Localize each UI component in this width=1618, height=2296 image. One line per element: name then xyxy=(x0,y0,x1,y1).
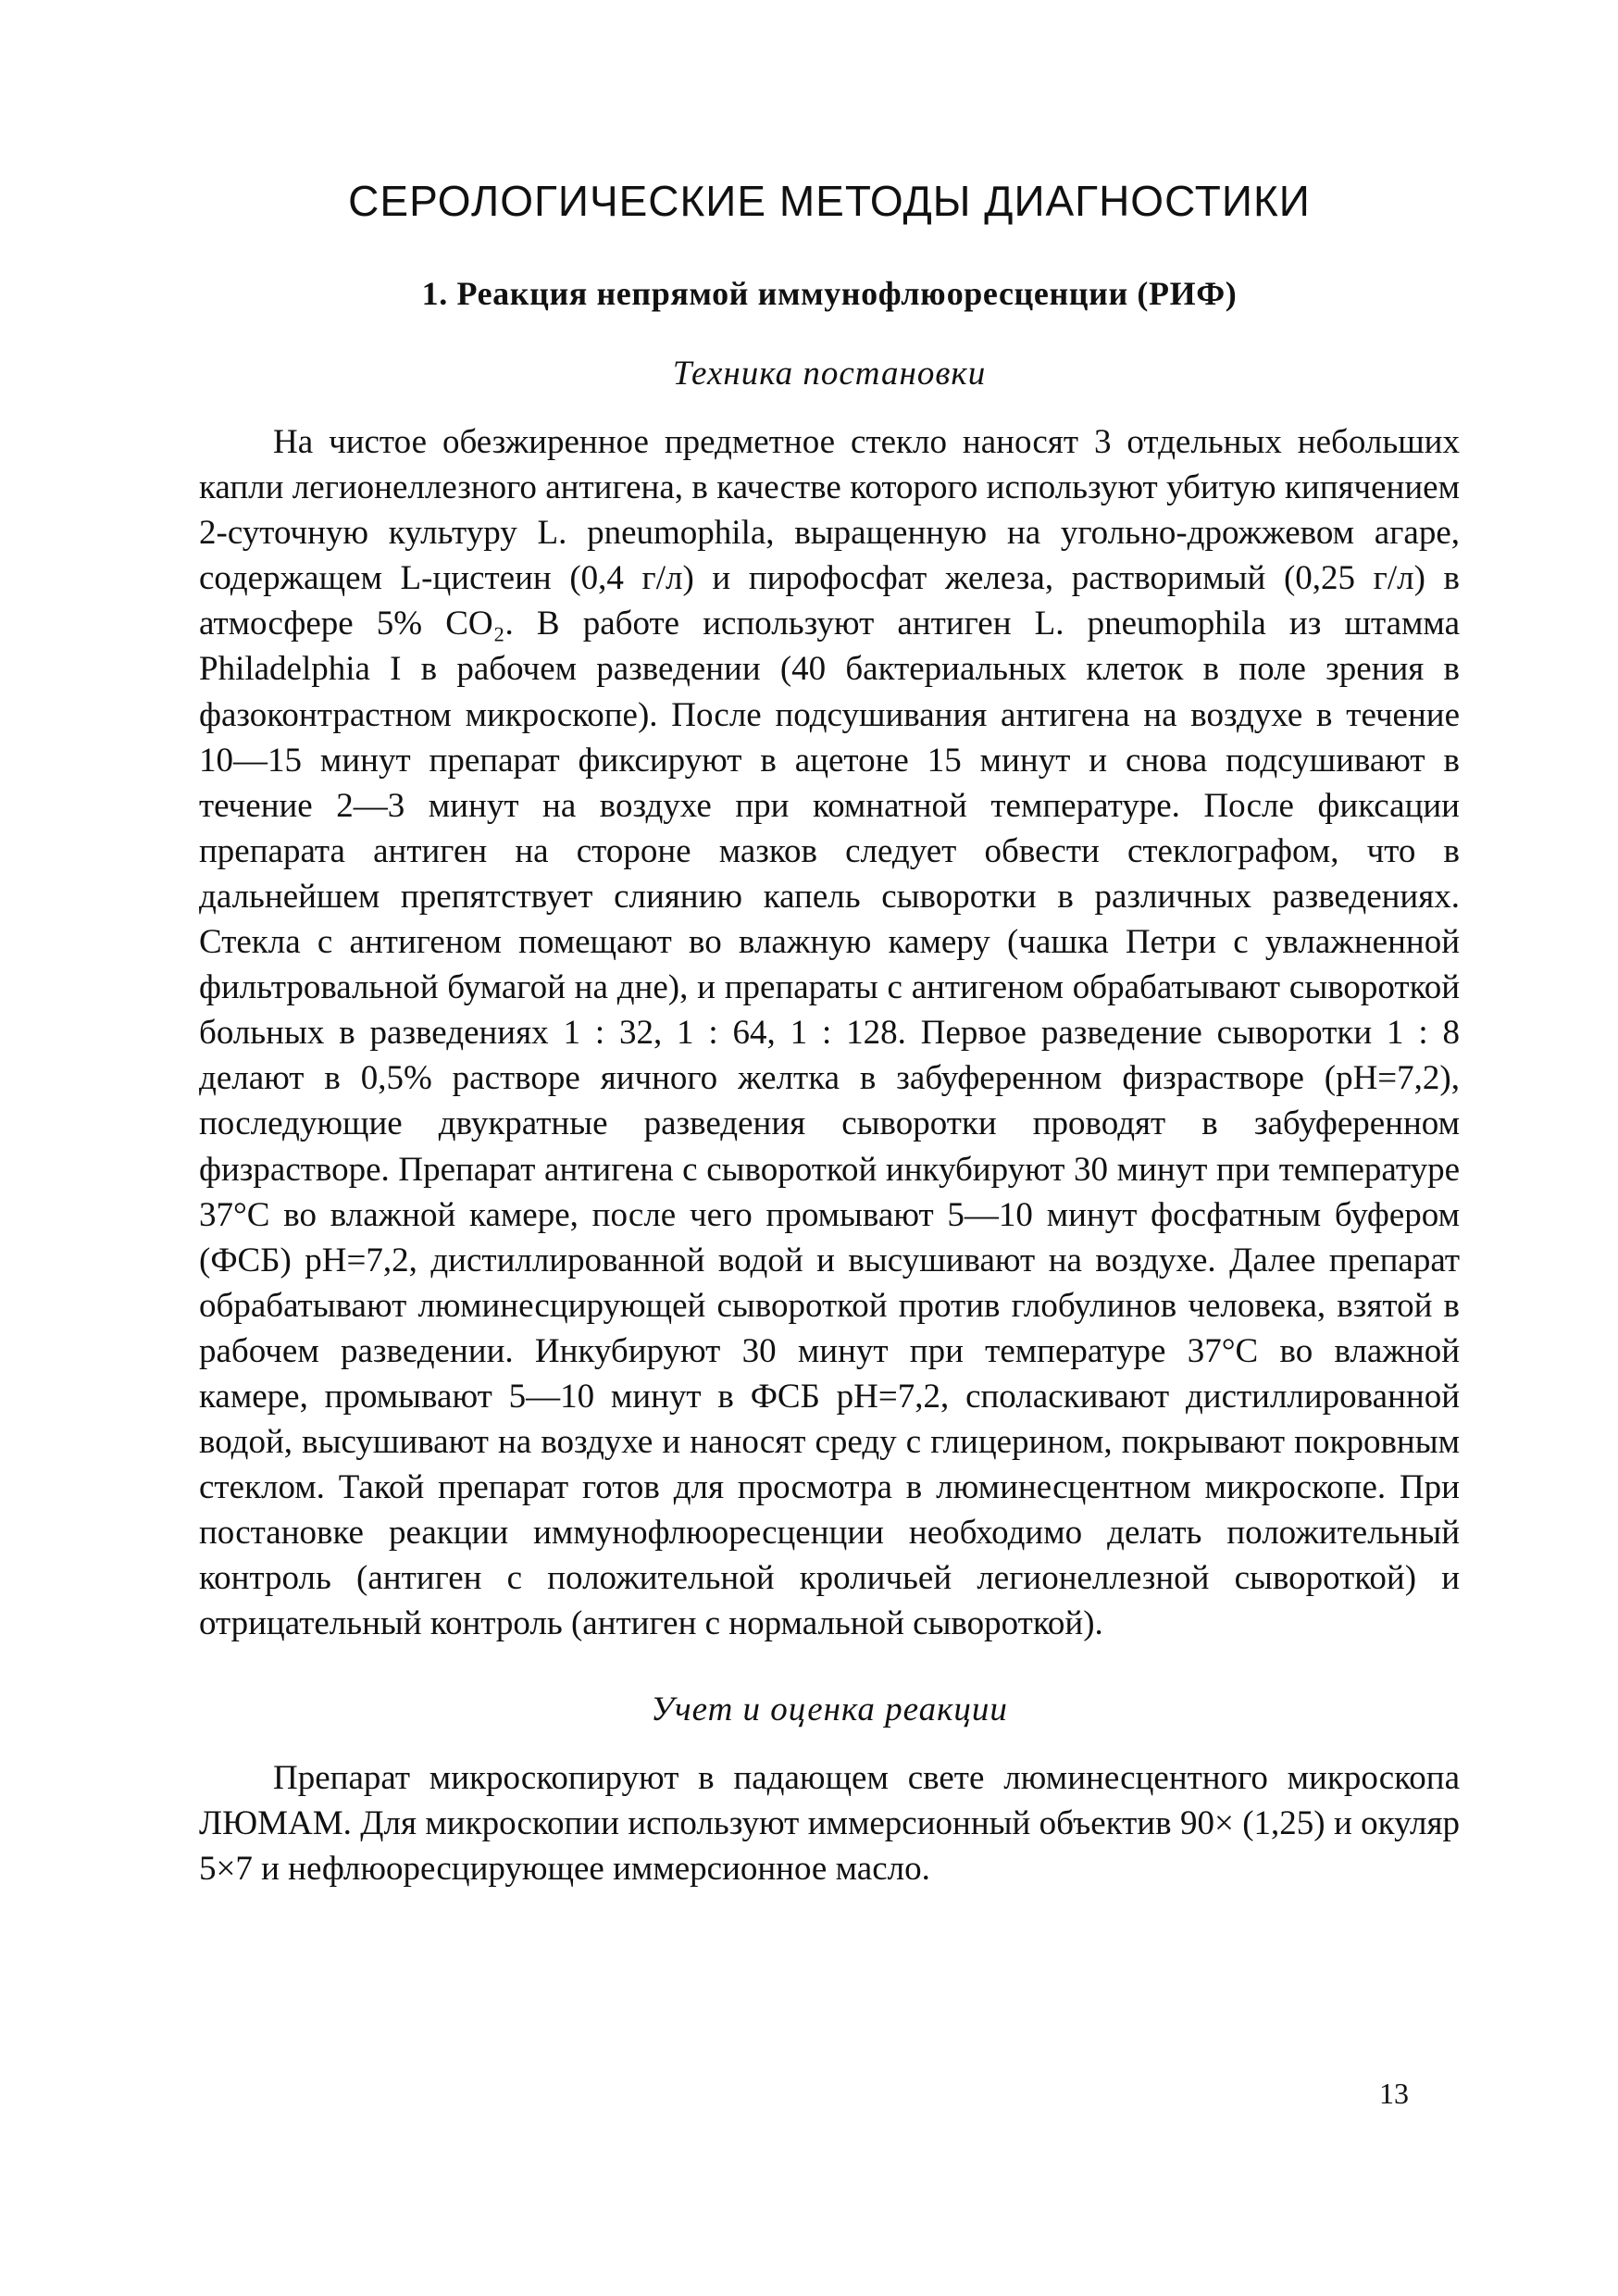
technique-heading: Техника постановки xyxy=(672,355,987,393)
evaluation-heading: Учет и оценка реакции xyxy=(651,1690,1008,1728)
subsection-title: 1. Реакция непрямой иммунофлюоресценции (РИФ) xyxy=(421,275,1238,312)
page-number: 13 xyxy=(1379,2077,1409,2110)
technique-paragraph: На чистое обезжиренное предметное стекло наносят 3 отдельных небольших капли легионеллезного антигена, в качестве которого используют убитую кипячением 2-суточную культуру L. pneumophila, выращенную на угольно-дрожжевом агаре, содержащем L-цистеин (0,4 г/л) и пирофосфат железа, растворимый (0,25 г/л) в атмосфере 5% CO₂. В работе используют антиген L. pneumophila из штамма Philadelphia I в рабочем разведении (40 бактериальных клеток в поле зрения в фазоконтрастном микроскопе). После подсушивания антигена на воздухе в течение 10—15 минут препарат фиксируют в ацетоне 15 минут и снова подсушивают в течение 2—3 минут на воздухе при комнатной температуре. После фиксации препарата антиген на стороне мазков следует обвести стеклографом, что в дальнейшем препятствует слиянию капель сыворотки в различных разведениях. Стекла с антигеном помещают во влажную камеру (чашка Петри с увлажненной фильтровальной бумагой на дне), и препараты с антигеном обрабатывают сывороткой больных в разведениях 1 : 32, 1 : 64, 1 : 128. Первое разведение сыворотки 1 : 8 делают в 0,5% растворе яичного желтка в забуференном физрастворе (pH=7,2), последующие двукратные разведения сыворотки проводят в забуференном физрастворе. Препарат антигена с сывороткой инкубируют 30 минут при температуре 37°C во влажной камере, после чего промывают 5—10 минут фосфатным буфером (ФСБ) pH=7,2, дистиллированной водой и высушивают на воздухе. Далее препарат обрабатывают люминесцирующей сывороткой против глобулинов человека, взятой в рабочем разведении. Инкубируют 30 минут при температуре 37°C во влажной камере, промывают 5—10 минут в ФСБ pH=7,2, споласкивают дистиллированной водой, высушивают на воздухе и наносят среду с глицерином, покрывают покровным стеклом. Такой препарат готов для просмотра в люминесцентном микроскопе. При постановке реакции иммунофлюоресценции необходимо делать положительный контроль (антиген с положительной кроличьей легионеллезной сывороткой) и отрицательный контроль (антиген с нормальной сывороткой). xyxy=(199,423,1460,1643)
spacer xyxy=(199,1647,1460,1690)
page-content xyxy=(199,176,1460,1891)
evaluation-paragraph: Препарат микроскопируют в падающем свете люминесцентного микроскопа ЛЮМАМ. Для микроскопии используют иммерсионный объектив 90× (1,25) и окуляр 5×7 и нефлюоресцирующее иммерсионное масло. xyxy=(199,1758,1460,1888)
section-title: СЕРОЛОГИЧЕСКИЕ МЕТОДЫ ДИАГНОСТИКИ xyxy=(348,177,1311,225)
